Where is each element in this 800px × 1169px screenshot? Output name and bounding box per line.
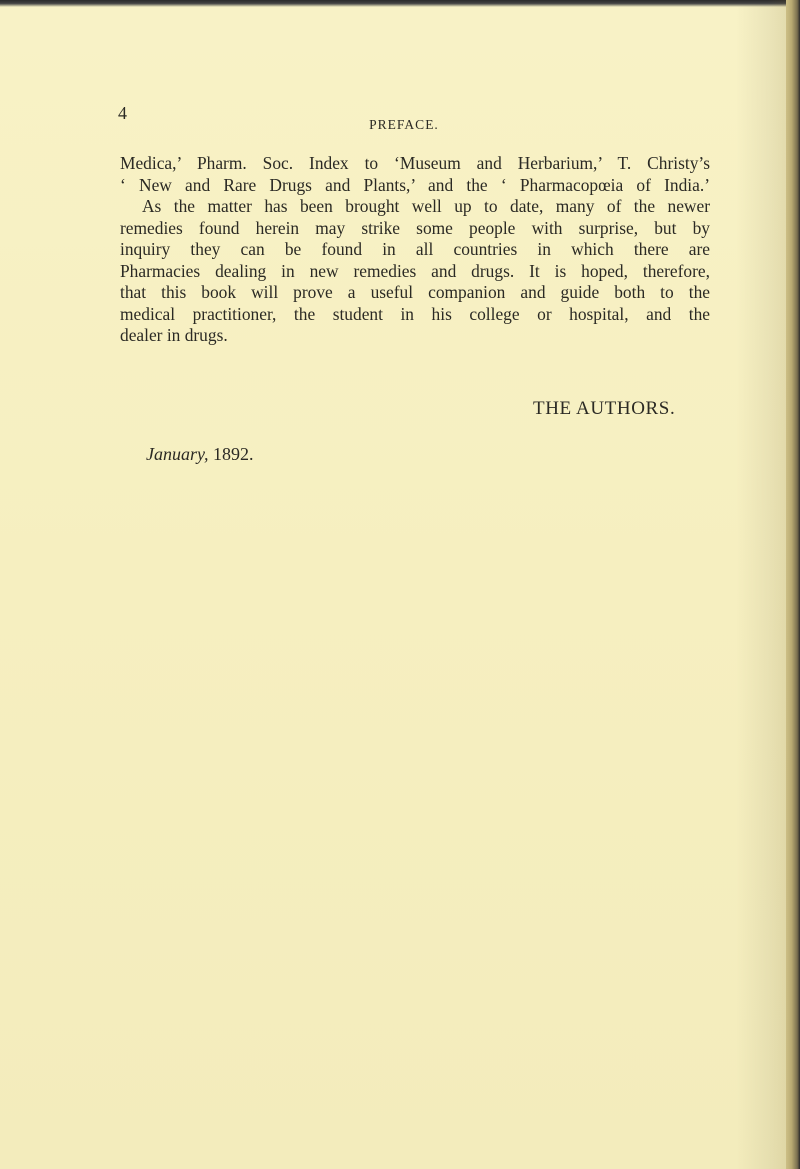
date-line <box>146 445 254 463</box>
body-line: medical practitioner, the student in his college or hospital, and the <box>120 303 710 324</box>
body-line: dealer in drugs. <box>120 325 228 345</box>
date-year: 1892. <box>213 444 254 464</box>
body-line: ‘ New and Rare Drugs and Plants,’ and the ‘ Pharmacopœia of India.’ <box>120 174 710 195</box>
body-line: inquiry they can be found in all countries in which there are <box>120 239 710 259</box>
page-number: 4 <box>118 103 127 123</box>
body-line: that this book will prove a useful companion and guide both to the <box>120 282 710 302</box>
body-line: remedies found herein may strike some people with surprise, but by <box>120 217 710 238</box>
body-line: As the matter has been brought well up to date, many of the newer <box>142 196 710 216</box>
preface-body <box>120 153 710 347</box>
body-line: Pharmacies dealing in new remedies and drugs. It is hoped, therefore, <box>120 260 710 281</box>
book-spine-edge <box>786 0 800 1169</box>
running-head: PREFACE. <box>369 117 439 132</box>
gutter-shadow <box>768 0 786 1169</box>
date-month: January, <box>146 444 209 464</box>
page-top-edge <box>0 0 800 7</box>
body-line: Medica,’ Pharm. Soc. Index to ‘Museum and Herbarium,’ T. Christy’s <box>120 153 710 173</box>
signature: THE AUTHORS. <box>533 398 676 419</box>
